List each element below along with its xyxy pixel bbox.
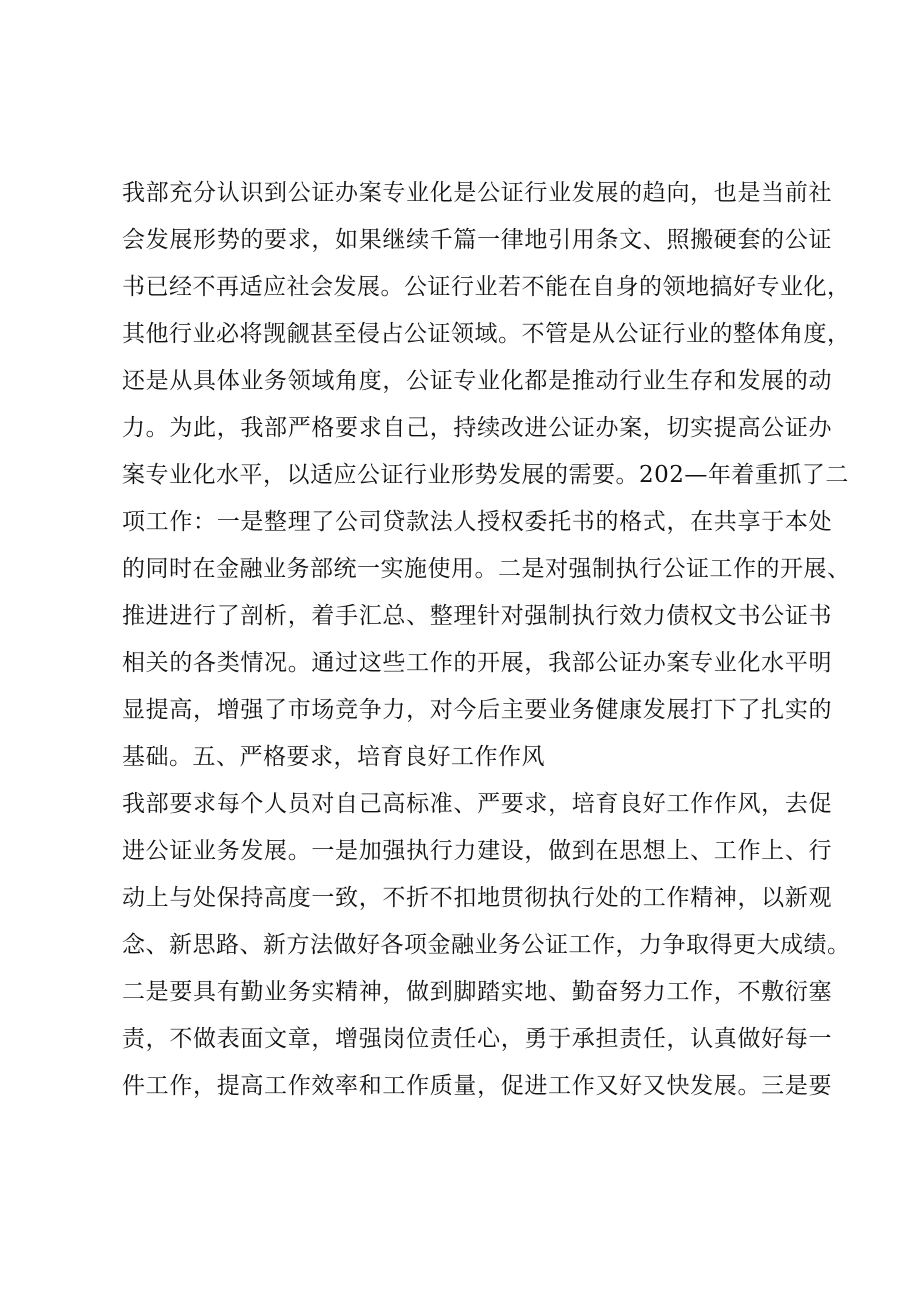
text-line: 相关的各类情况。通过这些工作的开展，我部公证办案专业化水平明 xyxy=(122,650,832,676)
text-line: 动上与处保持高度一致，不折不扣地贯彻执行处的工作精神，以新观 xyxy=(122,885,832,911)
text-line: 还是从具体业务领域角度，公证专业化都是推动行业生存和发展的动 xyxy=(122,368,832,394)
text-line: 会发展形势的要求，如果继续千篇一律地引用条文、照搬硬套的公证 xyxy=(122,227,832,253)
paragraph-2 xyxy=(122,781,851,1110)
text-line: 念、新思路、新方法做好各项金融业务公证工作，力争取得更大成绩。 xyxy=(122,932,851,958)
text-line: 其他行业必将觊觎甚至侵占公证领域。不管是从公证行业的整体角度， xyxy=(122,321,851,347)
text-line: 的同时在金融业务部统一实施使用。二是对强制执行公证工作的开展、 xyxy=(122,556,851,582)
body-text xyxy=(122,170,851,1110)
text-line: 件工作，提高工作效率和工作质量，促进工作又好又快发展。三是要 xyxy=(122,1073,832,1099)
text-line: 进公证业务发展。一是加强执行力建设，做到在思想上、工作上、行 xyxy=(122,838,832,864)
text-line: 我部要求每个人员对自己高标准、严要求，培育良好工作作风，去促 xyxy=(122,791,832,817)
text-line: 项工作：一是整理了公司贷款法人授权委托书的格式，在共享于本处 xyxy=(122,509,832,535)
text-line: 案专业化水平，以适应公证行业形势发展的需要。202—年着重抓了二 xyxy=(122,462,849,488)
text-line: 书已经不再适应社会发展。公证行业若不能在自身的领地搞好专业化， xyxy=(122,274,851,300)
text-line: 我部充分认识到公证办案专业化是公证行业发展的趋向，也是当前社 xyxy=(122,180,832,206)
text-line: 力。为此，我部严格要求自己，持续改进公证办案，切实提高公证办 xyxy=(122,415,832,441)
paragraph-1 xyxy=(122,170,851,781)
text-line: 显提高，增强了市场竞争力，对今后主要业务健康发展打下了扎实的 xyxy=(122,697,832,723)
text-line: 责，不做表面文章，增强岗位责任心，勇于承担责任，认真做好每一 xyxy=(122,1026,832,1052)
text-line: 二是要具有勤业务实精神，做到脚踏实地、勤奋努力工作，不敷衍塞 xyxy=(122,979,832,1005)
text-line: 推进进行了剖析，着手汇总、整理针对强制执行效力债权文书公证书 xyxy=(122,603,832,629)
text-line-last: 基础。五、严格要求，培育良好工作作风 xyxy=(122,744,545,770)
